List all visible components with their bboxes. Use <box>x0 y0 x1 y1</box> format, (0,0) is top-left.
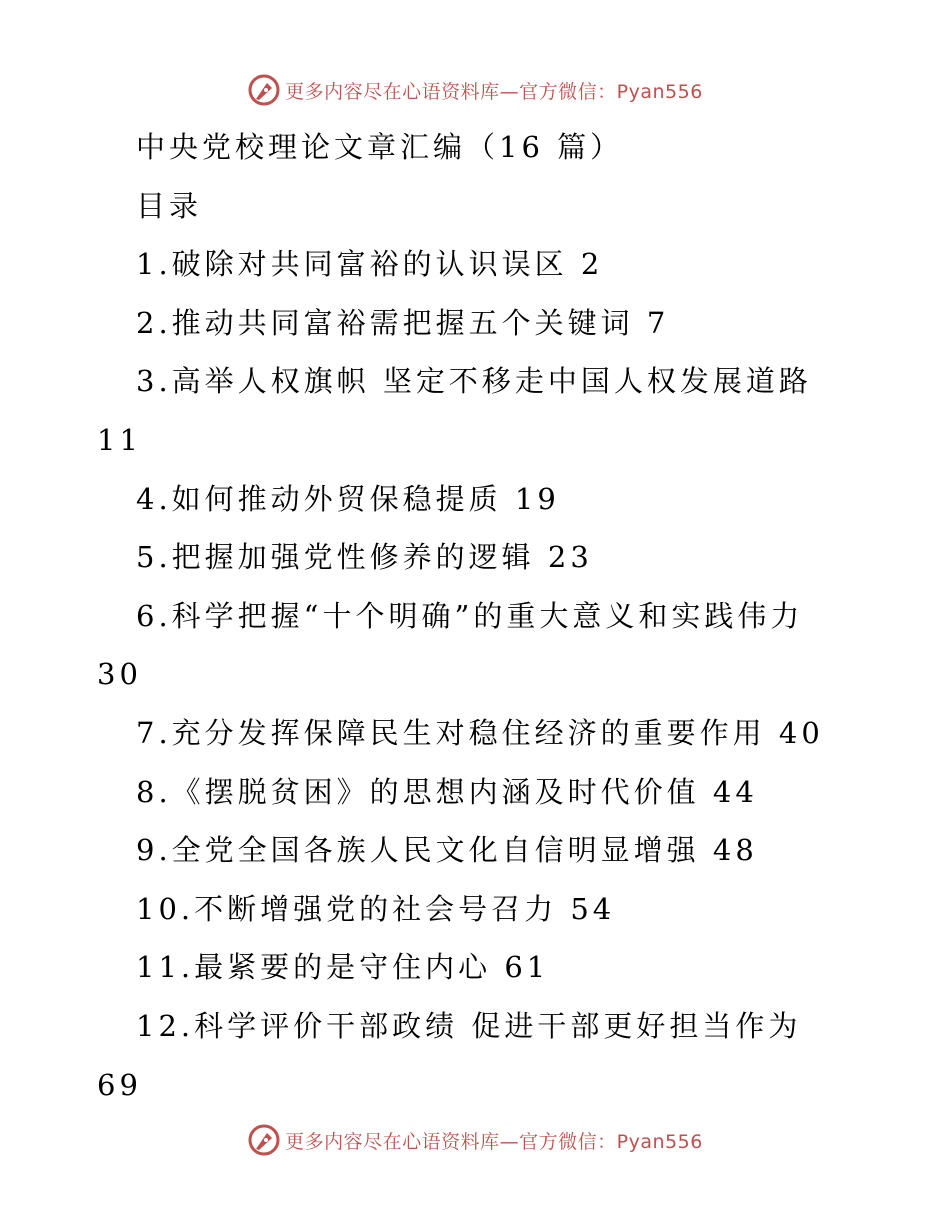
document-body <box>0 118 950 1114</box>
toc-entry: 11.最紧要的是守住内心 61 <box>136 950 550 985</box>
toc-entry: 10.不断增强党的社会号召力 54 <box>136 891 616 926</box>
watermark-banner-bottom <box>0 1120 950 1160</box>
toc-entry: 1.破除对共同富裕的认识误区 2 <box>136 247 604 282</box>
watermark-text: 更多内容尽在心语资料库—官方微信：Pyan556 <box>285 80 703 103</box>
pen-nib-circle-icon <box>247 73 281 107</box>
toc-entry-page-number: 11 <box>97 422 142 457</box>
document-title: 中央党校理论文章汇编（16 篇） <box>136 130 624 164</box>
toc-entry: 12.科学评价干部政绩 促进干部更好担当作为 <box>136 1008 802 1043</box>
toc-entry: 6.科学把握“十个明确”的重大意义和实践伟力 <box>136 598 804 633</box>
toc-heading: 目录 <box>136 188 203 223</box>
watermark-text: 更多内容尽在心语资料库—官方微信：Pyan556 <box>285 1130 703 1153</box>
toc-entry: 7.充分发挥保障民生对稳住经济的重要作用 40 <box>136 715 824 750</box>
toc-entry: 9.全党全国各族人民文化自信明显增强 48 <box>136 833 758 868</box>
toc-entry: 5.把握加强党性修养的逻辑 23 <box>136 540 593 575</box>
pen-nib-circle-icon <box>247 1123 281 1157</box>
toc-entry: 3.高举人权旗帜 坚定不移走中国人权发展道路 <box>136 364 812 399</box>
watermark-banner-top <box>0 70 950 110</box>
toc-entry: 2.推动共同富裕需把握五个关键词 7 <box>136 305 670 340</box>
toc-entry: 8.《摆脱贫困》的思想内涵及时代价值 44 <box>136 774 758 809</box>
toc-entry: 4.如何推动外贸保稳提质 19 <box>136 481 560 516</box>
toc-entry-page-number: 69 <box>97 1067 142 1102</box>
toc-entry-page-number: 30 <box>97 657 142 692</box>
